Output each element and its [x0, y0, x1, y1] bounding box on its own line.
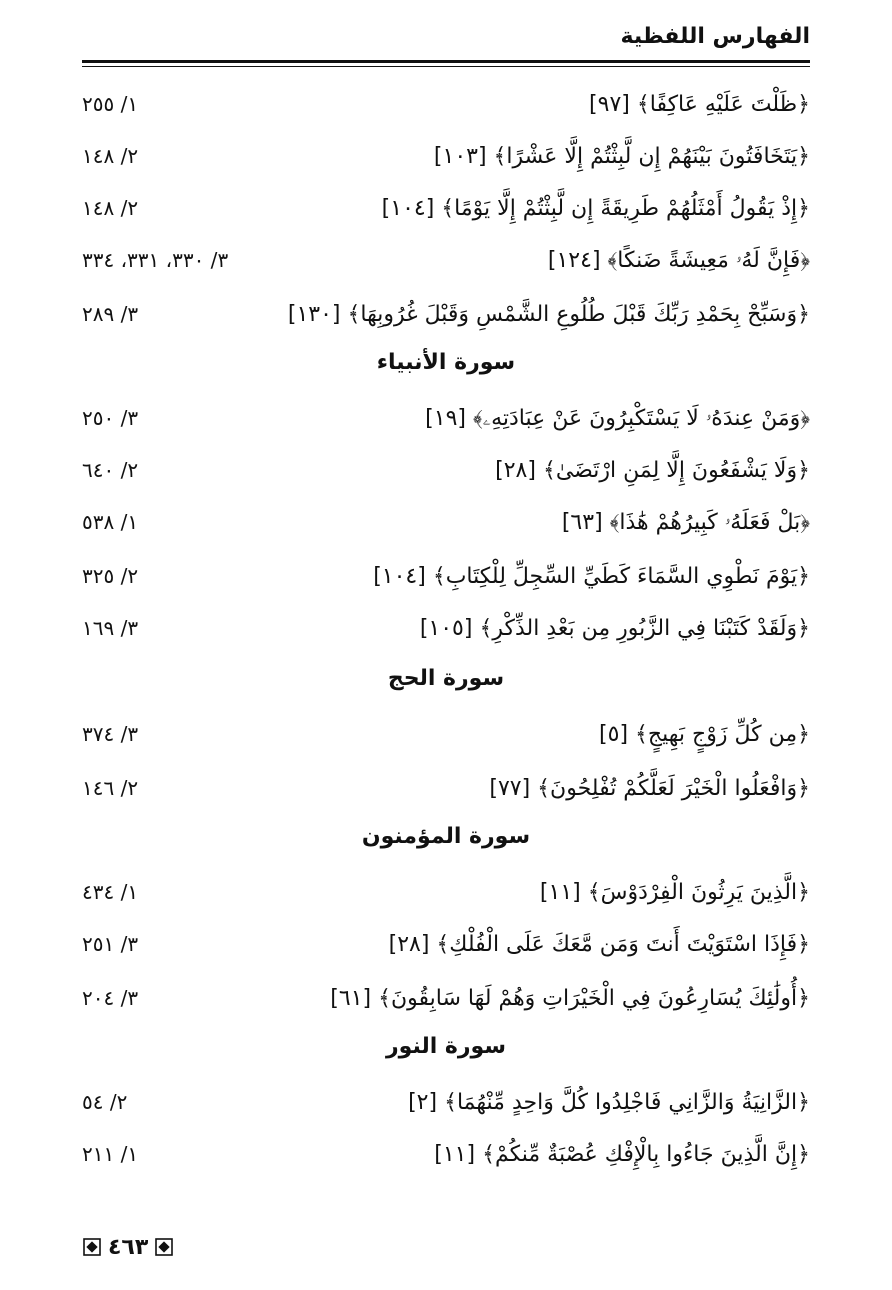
volume-page-ref: ٣/ ٣٣٠، ٣٣١، ٣٣٤: [82, 248, 229, 272]
verse-text: ﴿وَسَبِّحْ بِحَمْدِ رَبِّكَ قَبْلَ طُلُوعِ الشَّمْسِ وَقَبْلَ غُرُوبِهَا﴾ [١٣٠]: [287, 302, 810, 327]
volume-page-ref: ٣/ ٢٥٠: [82, 406, 139, 430]
verse-text: ﴿مِن كُلِّ زَوْجٍ بَهِيجٍ﴾ [٥]: [599, 722, 810, 747]
verse-text: ﴿وَلَا يَشْفَعُونَ إِلَّا لِمَنِ ارْتَضَىٰ﴾ [٢٨]: [495, 458, 810, 483]
verse-text: ﴿أُولَٰئِكَ يُسَارِعُونَ فِي الْخَيْرَاتِ وَهُمْ لَهَا سَابِقُونَ﴾ [٦١]: [330, 986, 810, 1011]
page-number: ٤٦٣: [108, 1234, 149, 1260]
index-entry: [82, 876, 810, 916]
index-entry: [82, 772, 810, 812]
page-number-block: [82, 1232, 174, 1262]
index-entry: [82, 298, 810, 338]
verse-text: ﴿يَوْمَ نَطْوِي السَّمَاءَ كَطَيِّ السِّجِلِّ لِلْكِتَابِ﴾ [١٠٤]: [373, 564, 810, 589]
verse-text: ﴿بَلْ فَعَلَهُۥ كَبِيرُهُمْ هَٰذَا﴾ [٦٣]: [561, 510, 810, 535]
index-entry: [82, 454, 810, 494]
verse-text: ﴿فَإِذَا اسْتَوَيْتَ أَنتَ وَمَن مَّعَكَ عَلَى الْفُلْكِ﴾ [٢٨]: [388, 932, 810, 957]
volume-page-ref: ٣/ ٢٨٩: [82, 302, 139, 326]
surah-heading: سورة النور: [386, 1034, 506, 1059]
index-entry: [82, 506, 810, 546]
volume-page-ref: ٢/ ٥٤: [82, 1090, 128, 1114]
index-entry: [82, 1138, 810, 1178]
volume-page-ref: ٣/ ١٦٩: [82, 616, 139, 640]
index-entry: [82, 612, 810, 652]
index-entry: [82, 718, 810, 758]
volume-page-ref: ٢/ ٦٤٠: [82, 458, 139, 482]
volume-page-ref: ٣/ ٢٠٤: [82, 986, 139, 1010]
ornament-icon: [82, 1237, 102, 1257]
header-rule-thick: [82, 60, 810, 63]
index-entry: [82, 140, 810, 180]
index-entry: [82, 1086, 810, 1126]
verse-text: ﴿إِذْ يَقُولُ أَمْثَلُهُمْ طَرِيقَةً إِن لَّبِثْتُمْ إِلَّا يَوْمًا﴾ [١٠٤]: [381, 196, 810, 221]
volume-page-ref: ٢/ ٣٢٥: [82, 564, 139, 588]
index-entry: [82, 88, 810, 128]
volume-page-ref: ١/ ٢١١: [82, 1142, 139, 1166]
verse-text: ﴿فَإِنَّ لَهُۥ مَعِيشَةً ضَنكًا﴾ [١٢٤]: [547, 248, 810, 273]
index-entry: [82, 982, 810, 1022]
index-entry: [82, 402, 810, 442]
verse-text: ﴿الَّذِينَ يَرِثُونَ الْفِرْدَوْسَ﴾ [١١]: [539, 880, 810, 905]
volume-page-ref: ٢/ ١٤٨: [82, 196, 139, 220]
verse-text: ﴿يَتَخَافَتُونَ بَيْنَهُمْ إِن لَّبِثْتُمْ إِلَّا عَشْرًا﴾ [١٠٣]: [433, 144, 810, 169]
header-rule-thin: [82, 66, 810, 67]
surah-heading: سورة الحج: [387, 666, 505, 691]
verse-text: ﴿وَمَنْ عِندَهُۥ لَا يَسْتَكْبِرُونَ عَنْ عِبَادَتِهِۦ﴾ [١٩]: [425, 406, 810, 431]
surah-heading: سورة الأنبياء: [376, 350, 516, 375]
volume-page-ref: ١/ ٢٥٥: [82, 92, 139, 116]
page-header-title: الفهارس اللفظية: [620, 24, 810, 49]
surah-heading: سورة المؤمنون: [361, 824, 531, 849]
index-entry: [82, 244, 810, 284]
index-entry: [82, 560, 810, 600]
verse-text: ﴿ظَلْتَ عَلَيْهِ عَاكِفًا﴾ [٩٧]: [589, 92, 810, 117]
verse-text: ﴿الزَّانِيَةُ وَالزَّانِي فَاجْلِدُوا كُلَّ وَاحِدٍ مِّنْهُمَا﴾ [٢]: [408, 1090, 810, 1115]
volume-page-ref: ٣/ ٢٥١: [82, 932, 139, 956]
index-entry: [82, 192, 810, 232]
verse-text: ﴿وَلَقَدْ كَتَبْنَا فِي الزَّبُورِ مِن بَعْدِ الذِّكْرِ﴾ [١٠٥]: [419, 616, 810, 641]
ornament-icon: [154, 1237, 174, 1257]
volume-page-ref: ٢/ ١٤٨: [82, 144, 139, 168]
index-entry: [82, 928, 810, 968]
volume-page-ref: ٢/ ١٤٦: [82, 776, 139, 800]
verse-text: ﴿إِنَّ الَّذِينَ جَاءُوا بِالْإِفْكِ عُصْبَةٌ مِّنكُمْ﴾ [١١]: [434, 1142, 810, 1167]
volume-page-ref: ١/ ٥٣٨: [82, 510, 139, 534]
volume-page-ref: ١/ ٤٣٤: [82, 880, 139, 904]
volume-page-ref: ٣/ ٣٧٤: [82, 722, 139, 746]
verse-text: ﴿وَافْعَلُوا الْخَيْرَ لَعَلَّكُمْ تُفْلِحُونَ﴾ [٧٧]: [489, 776, 810, 801]
